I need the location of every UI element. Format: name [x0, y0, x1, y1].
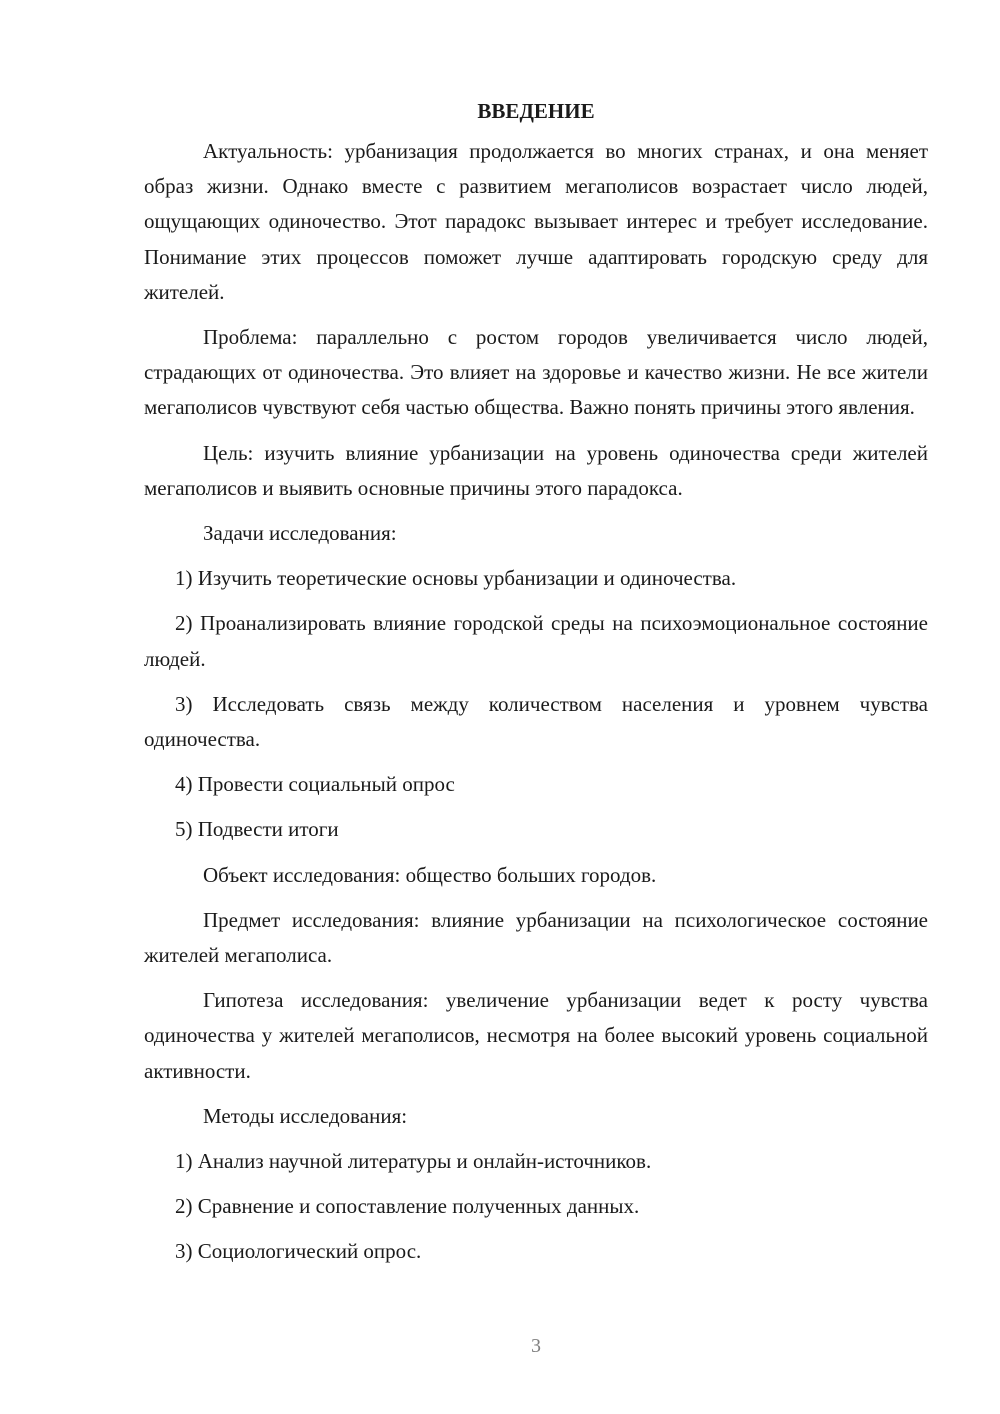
problem-paragraph: Проблема: параллельно с ростом городов увеличивается число людей, страдающих от одиночества. Это влияет на здоровье и качество жизни. Не все жители мегаполисов чувствуют себя частью общества. Важно понять причины этого явления.	[144, 325, 928, 420]
task-item-5: 5) Подвести итоги	[175, 817, 339, 842]
method-item-1: 1) Анализ научной литературы и онлайн-источников.	[175, 1149, 652, 1174]
methods-title: Методы исследования:	[203, 1103, 408, 1128]
hypothesis-paragraph: Гипотеза исследования: увеличение урбанизации ведет к росту чувства одиночества у жителей мегаполисов, несмотря на более высокий уровень социальной активности.	[144, 988, 928, 1083]
goal-paragraph: Цель: изучить влияние урбанизации на уровень одиночества среди жителей мегаполисов и выявить основные причины этого парадокса.	[144, 440, 928, 500]
task-item-4: 4) Провести социальный опрос	[175, 772, 455, 797]
method-item-2: 2) Сравнение и сопоставление полученных данных.	[175, 1194, 640, 1219]
page-content	[144, 96, 928, 1280]
tasks-title: Задачи исследования:	[203, 521, 397, 546]
task-item-2: 2) Проанализировать влияние городской среды на психоэмоциональное состояние людей.	[144, 611, 928, 671]
task-item-1: 1) Изучить теоретические основы урбанизации и одиночества.	[175, 566, 737, 591]
object-paragraph: Объект исследования: общество больших городов.	[203, 862, 657, 887]
subject-paragraph: Предмет исследования: влияние урбанизации на психологическое состояние жителей мегаполиса.	[144, 907, 928, 968]
page-number-label: 3	[531, 1335, 541, 1357]
section-heading: ВВЕДЕНИЕ	[477, 99, 595, 123]
method-item-3: 3) Социологический опрос.	[175, 1239, 422, 1264]
page-number	[0, 1334, 1000, 1358]
task-item-3: 3) Исследовать связь между количеством населения и уровнем чувства одиночества.	[144, 691, 928, 752]
relevance-paragraph: Актуальность: урбанизация продолжается во многих странах, и она меняет образ жизни. Однако вместе с развитием мегаполисов возрастает число людей, ощущающих одиночество. Этот парадокс вызывает интерес и требует исследование. Понимание этих процессов поможет лучше адаптировать городскую среду для жителей.	[144, 139, 928, 304]
